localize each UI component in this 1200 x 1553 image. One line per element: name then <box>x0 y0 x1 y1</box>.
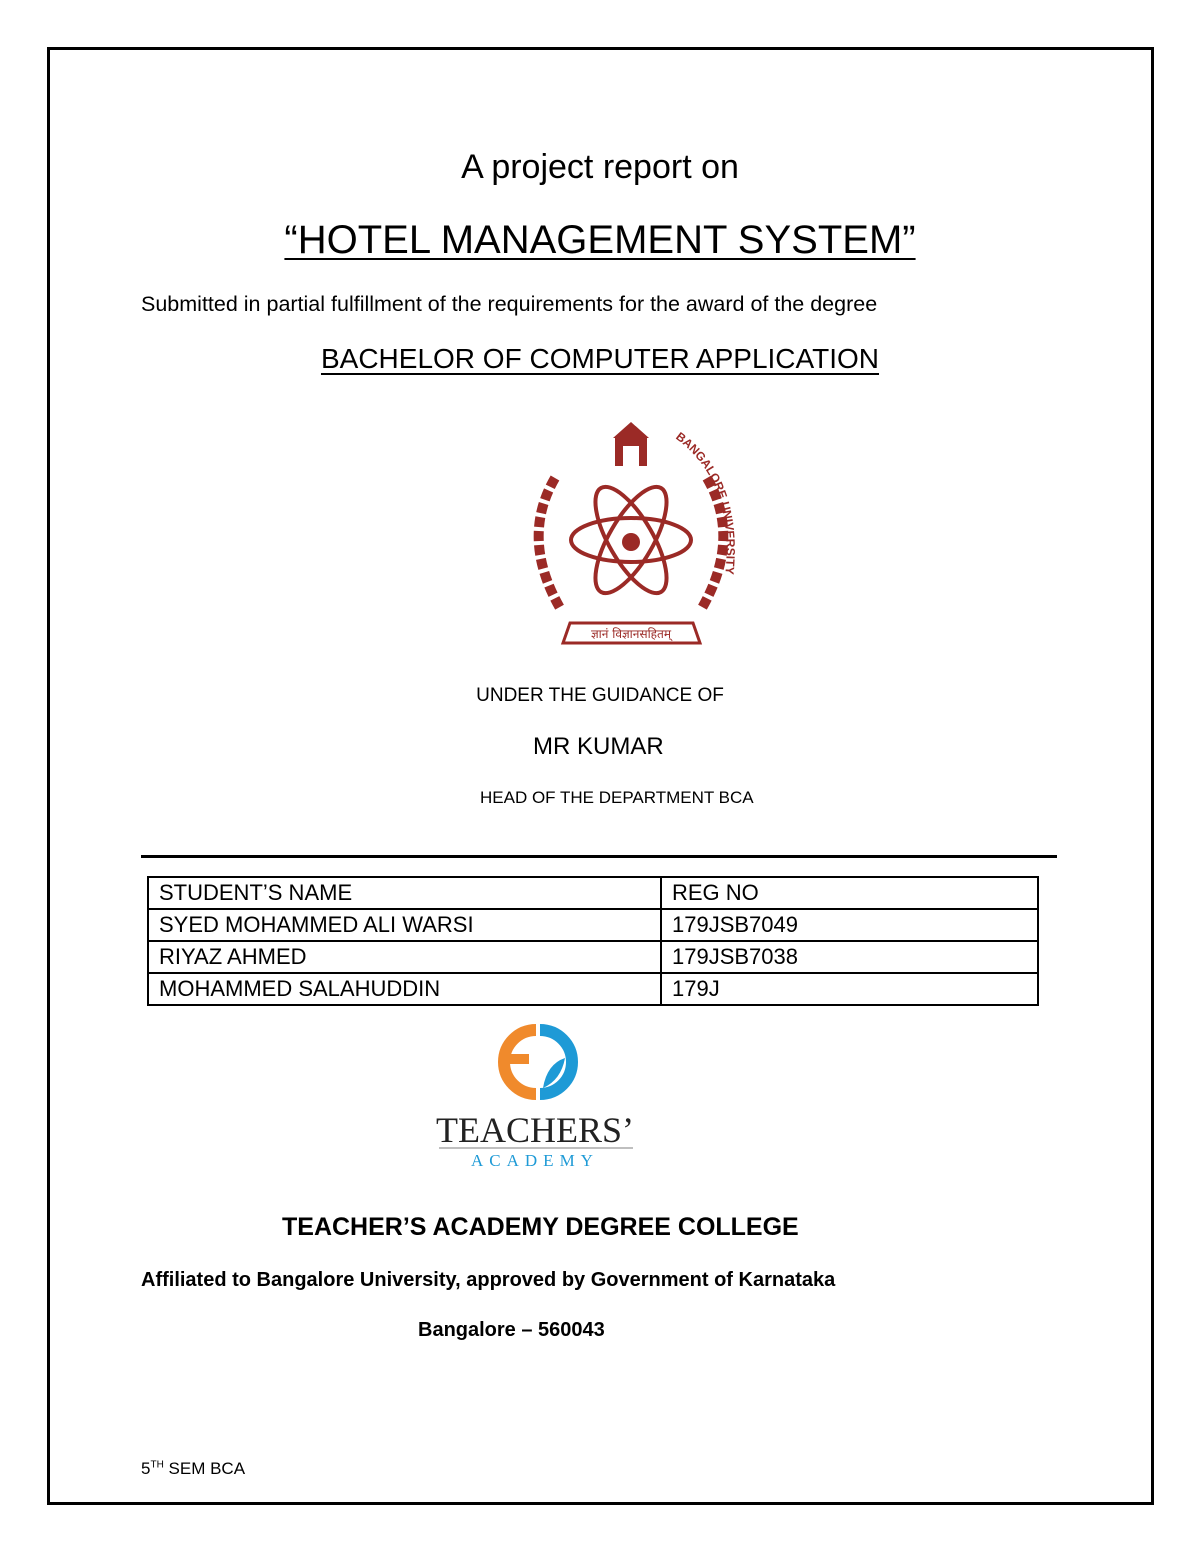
guide-name: MR KUMAR <box>533 733 664 760</box>
svg-text:TEACHERS’: TEACHERS’ <box>436 1110 634 1150</box>
table-header-row <box>148 877 1038 909</box>
guidance-label: UNDER THE GUIDANCE OF <box>476 685 724 706</box>
svg-text:ACADEMY: ACADEMY <box>471 1151 599 1170</box>
college-location: Bangalore – 560043 <box>418 1319 605 1341</box>
student-name: RIYAZ AHMED <box>148 941 661 973</box>
reg-no: 179JSB7049 <box>661 909 1038 941</box>
table-row <box>148 973 1038 1005</box>
table-row <box>148 909 1038 941</box>
college-name: TEACHER’S ACADEMY DEGREE COLLEGE <box>282 1213 799 1241</box>
svg-text:BANGALORE UNIVERSITY: BANGALORE UNIVERSITY <box>673 429 738 576</box>
reg-no: 179J <box>661 973 1038 1005</box>
submitted-text: Submitted in partial fulfillment of the requirements for the award of the degree <box>141 292 878 316</box>
bangalore-university-logo <box>515 418 747 664</box>
guide-designation: HEAD OF THE DEPARTMENT BCA <box>480 788 754 807</box>
teachers-academy-logo <box>435 1024 637 1174</box>
reg-no: 179JSB7038 <box>661 941 1038 973</box>
svg-text:ज्ञानं विज्ञानसहितम्: ज्ञानं विज्ञानसहितम् <box>590 627 672 641</box>
table-row <box>148 941 1038 973</box>
intro-text: A project report on <box>461 148 739 186</box>
semester-label: 5TH SEM BCA <box>141 1459 246 1478</box>
student-name: SYED MOHAMMED ALI WARSI <box>148 909 661 941</box>
student-name: MOHAMMED SALAHUDDIN <box>148 973 661 1005</box>
college-affiliation: Affiliated to Bangalore University, approved by Government of Karnataka <box>141 1269 836 1291</box>
project-title: “HOTEL MANAGEMENT SYSTEM” <box>284 218 916 262</box>
students-table <box>147 876 1039 1006</box>
degree-title: BACHELOR OF COMPUTER APPLICATION <box>320 343 880 374</box>
header-cell: STUDENT’S NAME <box>148 877 661 909</box>
divider <box>141 855 1057 858</box>
header-cell: REG NO <box>661 877 1038 909</box>
